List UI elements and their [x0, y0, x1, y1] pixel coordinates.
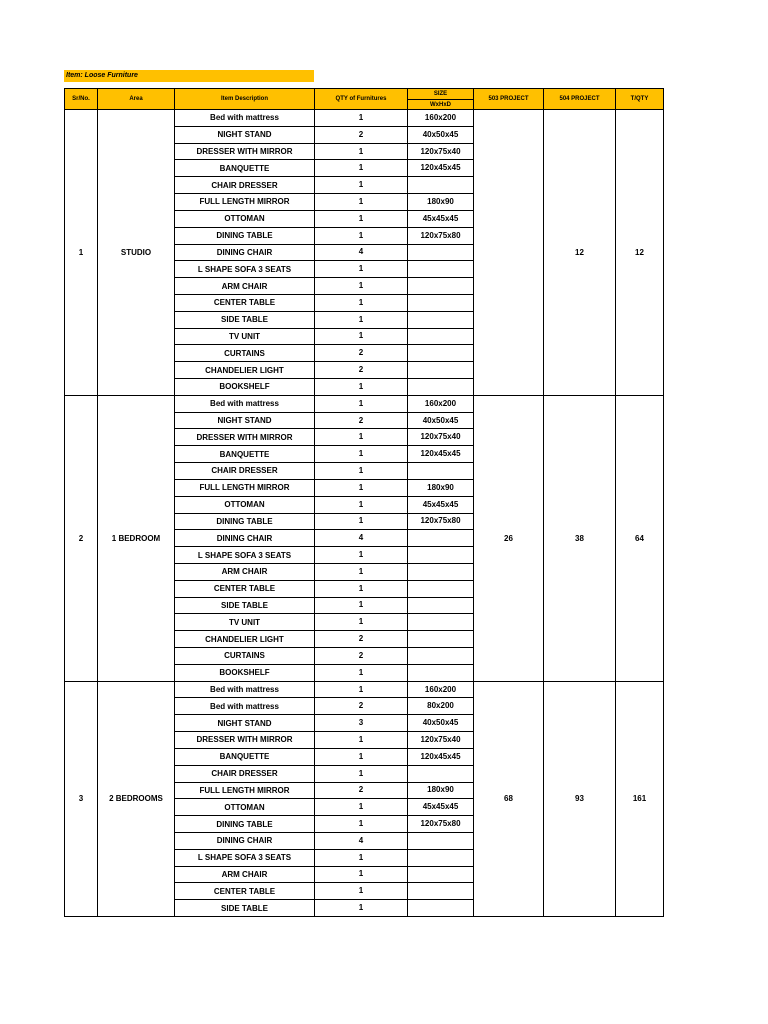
- item-size: 180x90: [408, 479, 474, 496]
- item-quantity: 1: [315, 614, 408, 631]
- group-504-project: 38: [544, 395, 616, 681]
- item-size: [408, 547, 474, 564]
- group-sr-number: 1: [65, 110, 98, 396]
- item-size: [408, 345, 474, 362]
- col-header-total-qty: T/QTY: [616, 89, 664, 110]
- item-quantity: 1: [315, 446, 408, 463]
- item-quantity: 1: [315, 294, 408, 311]
- item-description: OTTOMAN: [175, 496, 315, 513]
- item-size: 40x50x45: [408, 126, 474, 143]
- item-size: [408, 631, 474, 648]
- item-title: Item: Loose Furniture: [64, 70, 314, 82]
- item-size: [408, 866, 474, 883]
- furniture-table: [64, 88, 664, 917]
- item-size: 40x50x45: [408, 412, 474, 429]
- item-quantity: 2: [315, 648, 408, 665]
- item-description: DRESSER WITH MIRROR: [175, 429, 315, 446]
- item-quantity: 4: [315, 832, 408, 849]
- item-description: CHAIR DRESSER: [175, 463, 315, 480]
- item-size: 160x200: [408, 110, 474, 127]
- item-description: FULL LENGTH MIRROR: [175, 479, 315, 496]
- item-description: CHAIR DRESSER: [175, 765, 315, 782]
- col-header-503-project: 503 PROJECT: [474, 89, 544, 110]
- item-quantity: 1: [315, 765, 408, 782]
- item-description: DRESSER WITH MIRROR: [175, 732, 315, 749]
- col-header-size: SIZE: [408, 89, 474, 100]
- item-quantity: 1: [315, 547, 408, 564]
- item-description: BANQUETTE: [175, 160, 315, 177]
- group-total-qty: 161: [616, 681, 664, 916]
- item-size: [408, 765, 474, 782]
- item-quantity: 1: [315, 110, 408, 127]
- item-size: [408, 832, 474, 849]
- item-description: L SHAPE SOFA 3 SEATS: [175, 547, 315, 564]
- table-row: [65, 681, 664, 698]
- item-description: DINING CHAIR: [175, 244, 315, 261]
- col-header-description: Item Description: [175, 89, 315, 110]
- item-size: [408, 177, 474, 194]
- item-size: [408, 362, 474, 379]
- item-description: CENTER TABLE: [175, 294, 315, 311]
- item-description: FULL LENGTH MIRROR: [175, 194, 315, 211]
- item-size: 120x45x45: [408, 160, 474, 177]
- item-size: [408, 244, 474, 261]
- item-description: TV UNIT: [175, 614, 315, 631]
- group-503-project: 26: [474, 395, 544, 681]
- item-size: [408, 261, 474, 278]
- col-header-size-unit: WxHxD: [408, 100, 474, 110]
- item-size: [408, 463, 474, 480]
- item-size: 40x50x45: [408, 715, 474, 732]
- item-size: 180x90: [408, 782, 474, 799]
- group-504-project: 93: [544, 681, 616, 916]
- item-quantity: 1: [315, 210, 408, 227]
- table-row: [65, 395, 664, 412]
- item-size: [408, 278, 474, 295]
- item-size: 120x75x40: [408, 143, 474, 160]
- item-quantity: 2: [315, 698, 408, 715]
- item-size: 120x75x80: [408, 816, 474, 833]
- item-size: 45x45x45: [408, 799, 474, 816]
- item-size: 180x90: [408, 194, 474, 211]
- item-size: [408, 614, 474, 631]
- item-size: 160x200: [408, 681, 474, 698]
- group-total-qty: 64: [616, 395, 664, 681]
- item-quantity: 1: [315, 513, 408, 530]
- item-quantity: 1: [315, 463, 408, 480]
- item-description: BANQUETTE: [175, 748, 315, 765]
- item-description: ARM CHAIR: [175, 278, 315, 295]
- item-size: [408, 597, 474, 614]
- item-description: DINING CHAIR: [175, 832, 315, 849]
- item-quantity: 1: [315, 429, 408, 446]
- item-quantity: 1: [315, 395, 408, 412]
- item-description: BOOKSHELF: [175, 664, 315, 681]
- item-description: SIDE TABLE: [175, 311, 315, 328]
- item-size: 120x75x40: [408, 732, 474, 749]
- item-quantity: 1: [315, 177, 408, 194]
- item-quantity: 4: [315, 244, 408, 261]
- item-description: DINING TABLE: [175, 513, 315, 530]
- item-description: Bed with mattress: [175, 395, 315, 412]
- item-quantity: 1: [315, 816, 408, 833]
- item-quantity: 1: [315, 379, 408, 396]
- item-quantity: 1: [315, 748, 408, 765]
- item-size: [408, 328, 474, 345]
- group-sr-number: 2: [65, 395, 98, 681]
- item-description: L SHAPE SOFA 3 SEATS: [175, 849, 315, 866]
- item-size: 120x45x45: [408, 748, 474, 765]
- item-description: BOOKSHELF: [175, 379, 315, 396]
- item-quantity: 1: [315, 563, 408, 580]
- item-quantity: 1: [315, 732, 408, 749]
- item-description: CENTER TABLE: [175, 580, 315, 597]
- item-size: [408, 563, 474, 580]
- col-header-area: Area: [98, 89, 175, 110]
- item-description: NIGHT STAND: [175, 412, 315, 429]
- item-description: DINING TABLE: [175, 816, 315, 833]
- item-quantity: 2: [315, 345, 408, 362]
- item-quantity: 2: [315, 362, 408, 379]
- item-size: [408, 648, 474, 665]
- item-quantity: 1: [315, 227, 408, 244]
- item-size: 45x45x45: [408, 210, 474, 227]
- item-quantity: 1: [315, 580, 408, 597]
- item-size: 160x200: [408, 395, 474, 412]
- item-size: 120x75x40: [408, 429, 474, 446]
- group-503-project: [474, 110, 544, 396]
- item-description: Bed with mattress: [175, 110, 315, 127]
- item-size: [408, 883, 474, 900]
- item-quantity: 1: [315, 866, 408, 883]
- group-area: 1 BEDROOM: [98, 395, 175, 681]
- item-description: CHAIR DRESSER: [175, 177, 315, 194]
- item-quantity: 1: [315, 143, 408, 160]
- item-size: 120x75x80: [408, 513, 474, 530]
- item-description: Bed with mattress: [175, 681, 315, 698]
- col-header-504-project: 504 PROJECT: [544, 89, 616, 110]
- item-size: 45x45x45: [408, 496, 474, 513]
- item-quantity: 1: [315, 664, 408, 681]
- group-area: STUDIO: [98, 110, 175, 396]
- item-quantity: 1: [315, 496, 408, 513]
- item-description: NIGHT STAND: [175, 715, 315, 732]
- group-504-project: 12: [544, 110, 616, 396]
- item-quantity: 2: [315, 782, 408, 799]
- item-quantity: 4: [315, 530, 408, 547]
- item-quantity: 1: [315, 883, 408, 900]
- col-header-qty: QTY of Furnitures: [315, 89, 408, 110]
- item-quantity: 1: [315, 479, 408, 496]
- item-description: BANQUETTE: [175, 446, 315, 463]
- item-description: CENTER TABLE: [175, 883, 315, 900]
- item-description: DINING TABLE: [175, 227, 315, 244]
- item-description: CHANDELIER LIGHT: [175, 362, 315, 379]
- item-quantity: 1: [315, 278, 408, 295]
- item-quantity: 1: [315, 160, 408, 177]
- item-quantity: 1: [315, 194, 408, 211]
- item-description: TV UNIT: [175, 328, 315, 345]
- group-area: 2 BEDROOMS: [98, 681, 175, 916]
- item-description: OTTOMAN: [175, 210, 315, 227]
- item-description: FULL LENGTH MIRROR: [175, 782, 315, 799]
- item-quantity: 2: [315, 631, 408, 648]
- item-description: ARM CHAIR: [175, 563, 315, 580]
- item-description: SIDE TABLE: [175, 597, 315, 614]
- item-size: [408, 294, 474, 311]
- item-quantity: 1: [315, 681, 408, 698]
- item-quantity: 1: [315, 328, 408, 345]
- item-description: OTTOMAN: [175, 799, 315, 816]
- table-row: [65, 110, 664, 127]
- item-quantity: 1: [315, 799, 408, 816]
- item-description: DRESSER WITH MIRROR: [175, 143, 315, 160]
- table-body: [65, 110, 664, 917]
- item-size: 80x200: [408, 698, 474, 715]
- item-size: 120x45x45: [408, 446, 474, 463]
- group-503-project: 68: [474, 681, 544, 916]
- item-size: [408, 580, 474, 597]
- item-quantity: 2: [315, 412, 408, 429]
- item-description: CURTAINS: [175, 345, 315, 362]
- item-size: [408, 311, 474, 328]
- item-quantity: 1: [315, 311, 408, 328]
- item-size: [408, 849, 474, 866]
- group-sr-number: 3: [65, 681, 98, 916]
- item-size: [408, 664, 474, 681]
- item-quantity: 1: [315, 261, 408, 278]
- item-description: Bed with mattress: [175, 698, 315, 715]
- item-size: 120x75x80: [408, 227, 474, 244]
- item-description: CHANDELIER LIGHT: [175, 631, 315, 648]
- item-quantity: 1: [315, 900, 408, 917]
- item-size: [408, 530, 474, 547]
- item-description: L SHAPE SOFA 3 SEATS: [175, 261, 315, 278]
- item-description: CURTAINS: [175, 648, 315, 665]
- item-description: SIDE TABLE: [175, 900, 315, 917]
- item-quantity: 1: [315, 849, 408, 866]
- item-description: NIGHT STAND: [175, 126, 315, 143]
- item-description: ARM CHAIR: [175, 866, 315, 883]
- item-quantity: 1: [315, 597, 408, 614]
- group-total-qty: 12: [616, 110, 664, 396]
- item-quantity: 3: [315, 715, 408, 732]
- item-description: DINING CHAIR: [175, 530, 315, 547]
- item-quantity: 2: [315, 126, 408, 143]
- item-size: [408, 900, 474, 917]
- item-size: [408, 379, 474, 396]
- col-header-sr: Sr/No.: [65, 89, 98, 110]
